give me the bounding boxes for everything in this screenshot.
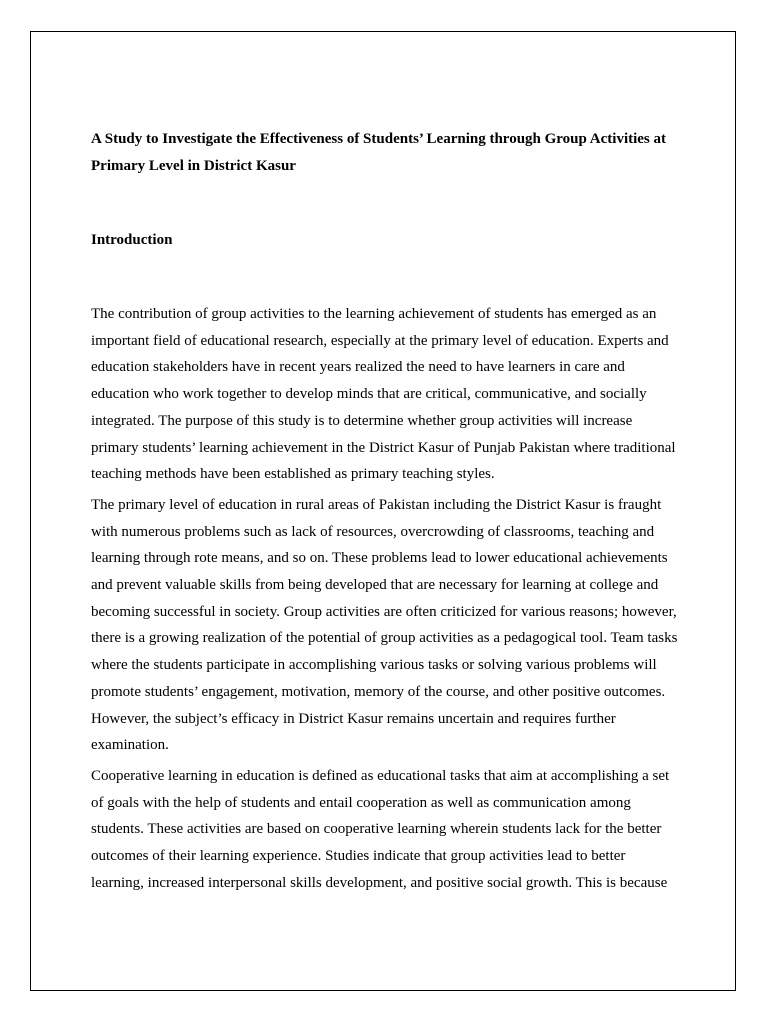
paragraph: The contribution of group activities to the learning achievement of students has emerged as an important field of educational research, especially at the primary level of education. Experts and education stakeholders have in recent years realized the need to have learners in care and education who work together to develop minds that are critical, communicative, and socially integrated. The purpose of this study is to determine whether group activities will increase primary students’ learning achievement in the District Kasur of Punjab Pakistan where traditional teaching methods have been established as primary teaching styles. [91,306,676,483]
section-heading: Introduction [91,232,173,248]
paragraph: The primary level of education in rural areas of Pakistan including the District Kasur is fraught with numerous problems such as lack of resources, overcrowding of classrooms, teaching and learning through rote means, and so on. These problems lead to lower educational achievements and prevent valuable skills from being developed that are necessary for learning at college and becoming successful in society. Group activities are often criticized for various reasons; however, there is a growing realization of the potential of group activities as a pedagogical tool. Team tasks where the students participate in accomplishing various tasks or solving various problems will promote students’ engagement, motivation, memory of the course, and other positive outcomes. However, the subject’s efficacy in District Kasur remains uncertain and requires further examination. [91,496,678,754]
document-title: A Study to Investigate the Effectiveness of Students’ Learning through Group Activities at Primary Level in District Kasur [91,131,667,174]
document-page [30,31,736,991]
paragraph: Cooperative learning in education is defined as educational tasks that aim at accomplishing a set of goals with the help of students and entail cooperation as well as communication among students. These activities are based on cooperative learning wherein students lack for the better outcomes of their learning experience. Studies indicate that group activities lead to better learning, increased interpersonal skills development, and positive social growth. This is because [91,767,670,891]
page-content [91,126,681,896]
